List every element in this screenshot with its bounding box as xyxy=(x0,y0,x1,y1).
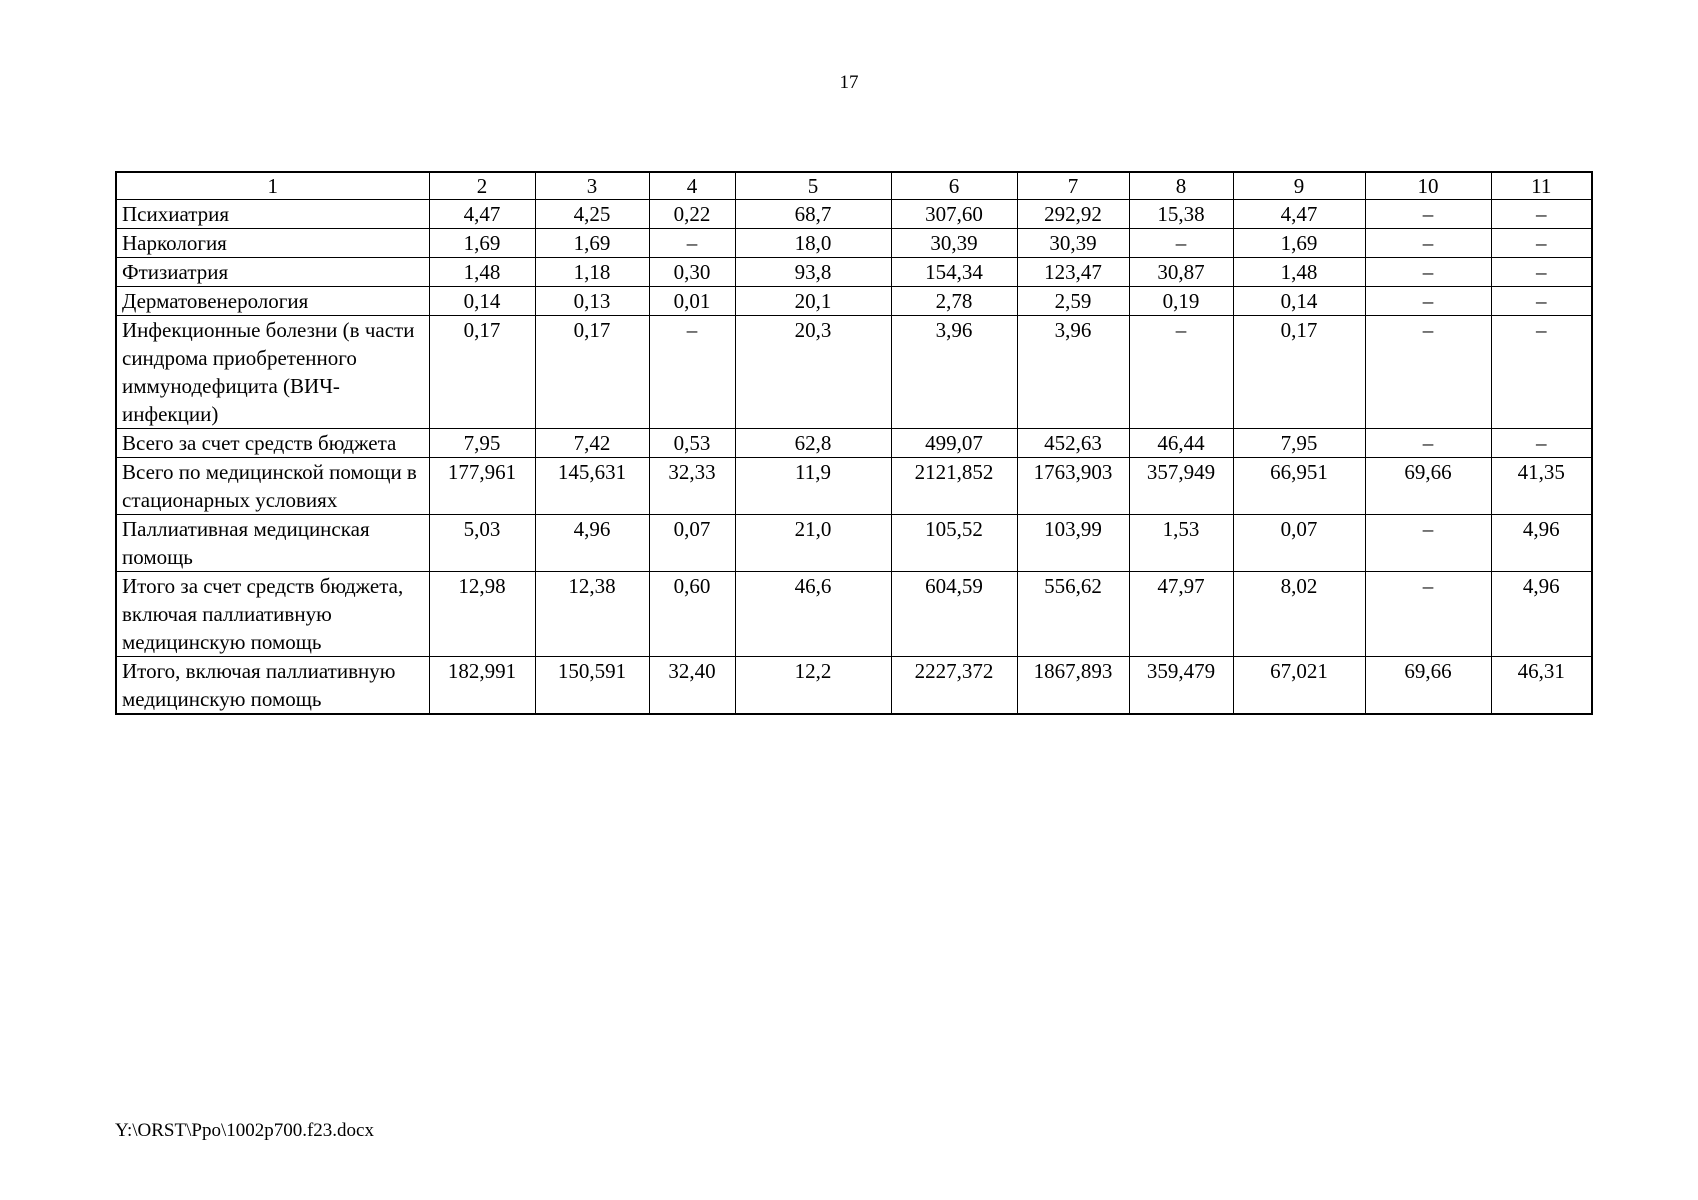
column-header: 7 xyxy=(1017,172,1129,200)
table-cell: 1,18 xyxy=(535,258,649,287)
table-cell: 3,96 xyxy=(1017,316,1129,429)
table-cell: 1,69 xyxy=(429,229,535,258)
row-label: Инфекционные болезни (в части синдрома приобретенного иммунодефицита (ВИЧ-инфекции) xyxy=(116,316,429,429)
table-cell: 0,30 xyxy=(649,258,735,287)
table-cell: 12,2 xyxy=(735,657,891,715)
table-cell: 30,39 xyxy=(891,229,1017,258)
table-cell: – xyxy=(1491,229,1592,258)
table-cell: 452,63 xyxy=(1017,429,1129,458)
table-cell: 123,47 xyxy=(1017,258,1129,287)
table-cell: 182,991 xyxy=(429,657,535,715)
table-cell: 357,949 xyxy=(1129,458,1233,515)
table-cell: 15,38 xyxy=(1129,200,1233,229)
row-label: Итого за счет средств бюджета, включая паллиативную медицинскую помощь xyxy=(116,572,429,657)
table-cell: 47,97 xyxy=(1129,572,1233,657)
row-label: Дерматовенерология xyxy=(116,287,429,316)
table-cell: – xyxy=(1491,316,1592,429)
table-cell: 105,52 xyxy=(891,515,1017,572)
table-cell: 32,33 xyxy=(649,458,735,515)
table-cell: 556,62 xyxy=(1017,572,1129,657)
table-header-row xyxy=(116,172,1592,200)
row-label: Итого, включая паллиативную медицинскую помощь xyxy=(116,657,429,715)
table-cell: 93,8 xyxy=(735,258,891,287)
table-cell: 4,96 xyxy=(1491,515,1592,572)
table-cell: 0,07 xyxy=(1233,515,1365,572)
table-cell: 30,87 xyxy=(1129,258,1233,287)
table-row xyxy=(116,429,1592,458)
table-cell: 0,17 xyxy=(535,316,649,429)
table-cell: 41,35 xyxy=(1491,458,1592,515)
table-cell: 21,0 xyxy=(735,515,891,572)
table-cell: 68,7 xyxy=(735,200,891,229)
table-cell: – xyxy=(1365,200,1491,229)
table-cell: 8,02 xyxy=(1233,572,1365,657)
table-cell: 1,53 xyxy=(1129,515,1233,572)
table-cell: 103,99 xyxy=(1017,515,1129,572)
table-cell: 0,14 xyxy=(429,287,535,316)
table-cell: 7,95 xyxy=(1233,429,1365,458)
table-row xyxy=(116,287,1592,316)
table-cell: 1,69 xyxy=(1233,229,1365,258)
table-cell: 0,60 xyxy=(649,572,735,657)
table-cell: 4,47 xyxy=(429,200,535,229)
table-cell: 2,78 xyxy=(891,287,1017,316)
table-row xyxy=(116,515,1592,572)
table-row xyxy=(116,316,1592,429)
row-label: Всего за счет средств бюджета xyxy=(116,429,429,458)
column-header: 9 xyxy=(1233,172,1365,200)
table-cell: – xyxy=(1365,258,1491,287)
column-header: 6 xyxy=(891,172,1017,200)
column-header: 1 xyxy=(116,172,429,200)
table-cell: – xyxy=(1365,429,1491,458)
table-cell: 1763,903 xyxy=(1017,458,1129,515)
table-cell: – xyxy=(1365,229,1491,258)
table-cell: 4,96 xyxy=(1491,572,1592,657)
table-cell: 0,17 xyxy=(429,316,535,429)
table-cell: 150,591 xyxy=(535,657,649,715)
table-cell: 46,44 xyxy=(1129,429,1233,458)
table-cell: – xyxy=(1365,515,1491,572)
table-row xyxy=(116,458,1592,515)
column-header: 2 xyxy=(429,172,535,200)
table-cell: 604,59 xyxy=(891,572,1017,657)
column-header: 5 xyxy=(735,172,891,200)
table-cell: 67,021 xyxy=(1233,657,1365,715)
column-header: 11 xyxy=(1491,172,1592,200)
table-cell: 46,6 xyxy=(735,572,891,657)
row-label: Наркология xyxy=(116,229,429,258)
table-cell: 4,96 xyxy=(535,515,649,572)
table-cell: 18,0 xyxy=(735,229,891,258)
table-cell: 307,60 xyxy=(891,200,1017,229)
column-header: 8 xyxy=(1129,172,1233,200)
table-cell: 12,98 xyxy=(429,572,535,657)
table-cell: 0,01 xyxy=(649,287,735,316)
table-row xyxy=(116,572,1592,657)
table-row xyxy=(116,200,1592,229)
column-header: 4 xyxy=(649,172,735,200)
table-cell: 3,96 xyxy=(891,316,1017,429)
table-cell: 499,07 xyxy=(891,429,1017,458)
column-header: 10 xyxy=(1365,172,1491,200)
table-row xyxy=(116,258,1592,287)
table-cell: 0,07 xyxy=(649,515,735,572)
table-cell: 5,03 xyxy=(429,515,535,572)
table-cell: – xyxy=(1129,229,1233,258)
table-cell: 32,40 xyxy=(649,657,735,715)
table-cell: 1867,893 xyxy=(1017,657,1129,715)
table-cell: 154,34 xyxy=(891,258,1017,287)
table-cell: – xyxy=(1365,572,1491,657)
table-cell: 30,39 xyxy=(1017,229,1129,258)
table-cell: 0,53 xyxy=(649,429,735,458)
table-cell: 20,3 xyxy=(735,316,891,429)
table-cell: 0,17 xyxy=(1233,316,1365,429)
row-label: Всего по медицинской помощи в стационарных условиях xyxy=(116,458,429,515)
table-cell: – xyxy=(1491,287,1592,316)
table-cell: 177,961 xyxy=(429,458,535,515)
table-cell: 0,19 xyxy=(1129,287,1233,316)
table-cell: 0,22 xyxy=(649,200,735,229)
table-cell: 12,38 xyxy=(535,572,649,657)
table-cell: 292,92 xyxy=(1017,200,1129,229)
table-cell: 1,48 xyxy=(1233,258,1365,287)
table-cell: 20,1 xyxy=(735,287,891,316)
table-cell: – xyxy=(1365,316,1491,429)
table-cell: 0,13 xyxy=(535,287,649,316)
table-cell: – xyxy=(649,229,735,258)
data-table xyxy=(115,171,1593,715)
row-label: Фтизиатрия xyxy=(116,258,429,287)
page-number: 17 xyxy=(839,72,859,93)
table-row xyxy=(116,657,1592,715)
table-cell: 359,479 xyxy=(1129,657,1233,715)
table-cell: – xyxy=(1491,258,1592,287)
table-cell: 0,14 xyxy=(1233,287,1365,316)
table-cell: 7,95 xyxy=(429,429,535,458)
row-label: Паллиативная медицинская помощь xyxy=(116,515,429,572)
table-cell: 2227,372 xyxy=(891,657,1017,715)
table-row xyxy=(116,229,1592,258)
file-path: Y:\ORST\Ppo\1002p700.f23.docx xyxy=(115,1120,374,1141)
table-cell: – xyxy=(1491,200,1592,229)
table-cell: 11,9 xyxy=(735,458,891,515)
table-cell: – xyxy=(1129,316,1233,429)
table-cell: 69,66 xyxy=(1365,657,1491,715)
table-cell: 4,25 xyxy=(535,200,649,229)
table-cell: 62,8 xyxy=(735,429,891,458)
table-cell: 69,66 xyxy=(1365,458,1491,515)
table-cell: 66,951 xyxy=(1233,458,1365,515)
table-cell: 46,31 xyxy=(1491,657,1592,715)
table-cell: 2,59 xyxy=(1017,287,1129,316)
table-cell: – xyxy=(1365,287,1491,316)
table-cell: 1,48 xyxy=(429,258,535,287)
table-cell: 145,631 xyxy=(535,458,649,515)
table-cell: – xyxy=(649,316,735,429)
table-cell: – xyxy=(1491,429,1592,458)
table-cell: 2121,852 xyxy=(891,458,1017,515)
row-label: Психиатрия xyxy=(116,200,429,229)
column-header: 3 xyxy=(535,172,649,200)
table-cell: 1,69 xyxy=(535,229,649,258)
table-cell: 7,42 xyxy=(535,429,649,458)
table-cell: 4,47 xyxy=(1233,200,1365,229)
